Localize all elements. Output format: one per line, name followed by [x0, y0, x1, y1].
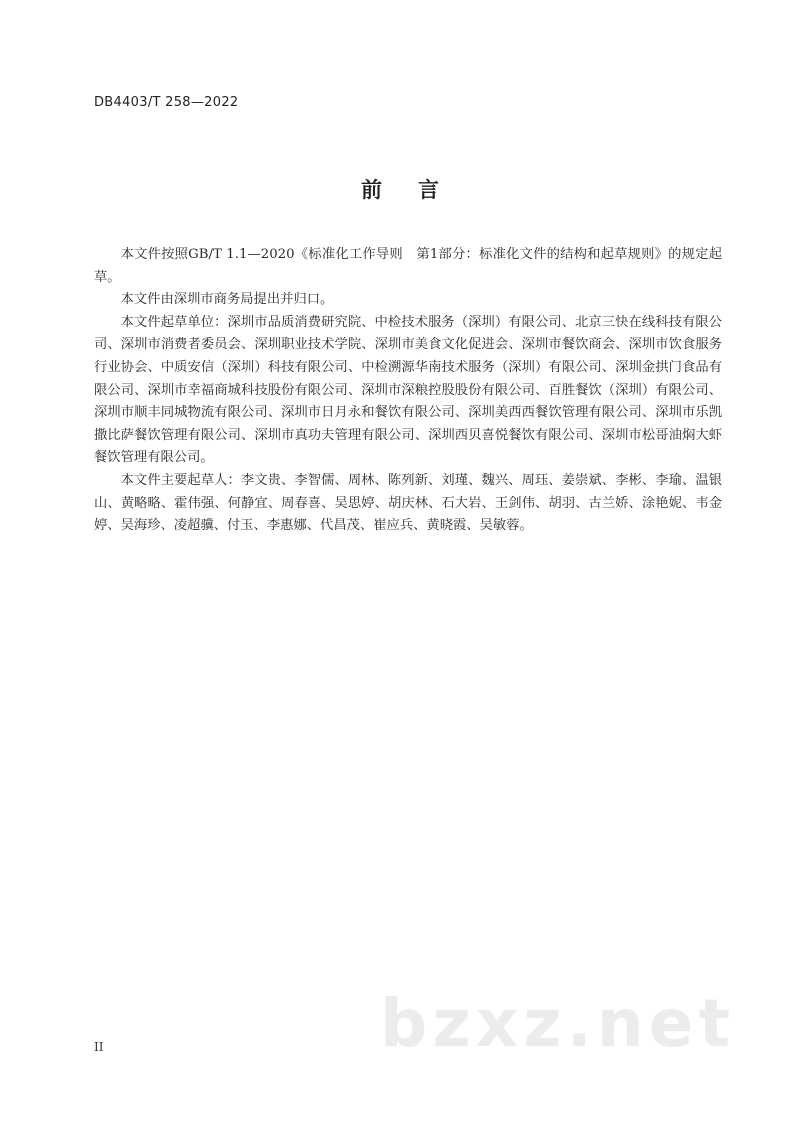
page-title: 前言 — [361, 178, 475, 202]
document-body — [94, 244, 722, 538]
paragraph-drafters: 本文件主要起草人：李文贵、李智儒、周林、陈列新、刘瑾、魏兴、周珏、姜崇斌、李彬、李瑜、温银山、黄略略、霍伟强、何静宜、周春喜、吴思婷、胡庆林、石大岩、王剑伟、胡羽、古兰娇、涂艳妮、韦金婷、吴海珍、凌超骥、付玉、李惠娜、代昌茂、崔应兵、黄晓霞、吴敏蓉。 — [94, 472, 722, 534]
paragraph-proposer: 本文件由深圳市商务局提出并归口。 — [120, 292, 334, 308]
watermark-logo: bzxz.net — [380, 985, 736, 1062]
paragraph-drafting-basis: 本文件按照GB/T 1.1—2020《标准化工作导则 第1部分：标准化文件的结构和起草规则》的规定起草。 — [94, 247, 722, 285]
page-number: II — [94, 1040, 104, 1054]
paragraph-drafting-units: 本文件起草单位：深圳市品质消费研究院、中检技术服务（深圳）有限公司、北京三快在线科技有限公司、深圳市消费者委员会、深圳职业技术学院、深圳市美食文化促进会、深圳市餐饮商会、深圳市饮食服务行业协会、中质安信（深圳）科技有限公司、中检溯源华南技术服务（深圳）有限公司、深圳金拱门食品有限公司、深圳市幸福商城科技股份有限公司、深圳市深粮控股股份有限公司、百胜餐饮（深圳）有限公司、深圳市顺丰同城物流有限公司、深圳市日月永和餐饮有限公司、深圳美西西餐饮管理有限公司、深圳市乐凯撒比萨餐饮管理有限公司、深圳市真功夫管理有限公司、深圳西贝喜悦餐饮有限公司、深圳市松哥油焖大虾餐饮管理有限公司。 — [94, 314, 722, 466]
document-code: DB4403/T 258—2022 — [94, 95, 239, 110]
